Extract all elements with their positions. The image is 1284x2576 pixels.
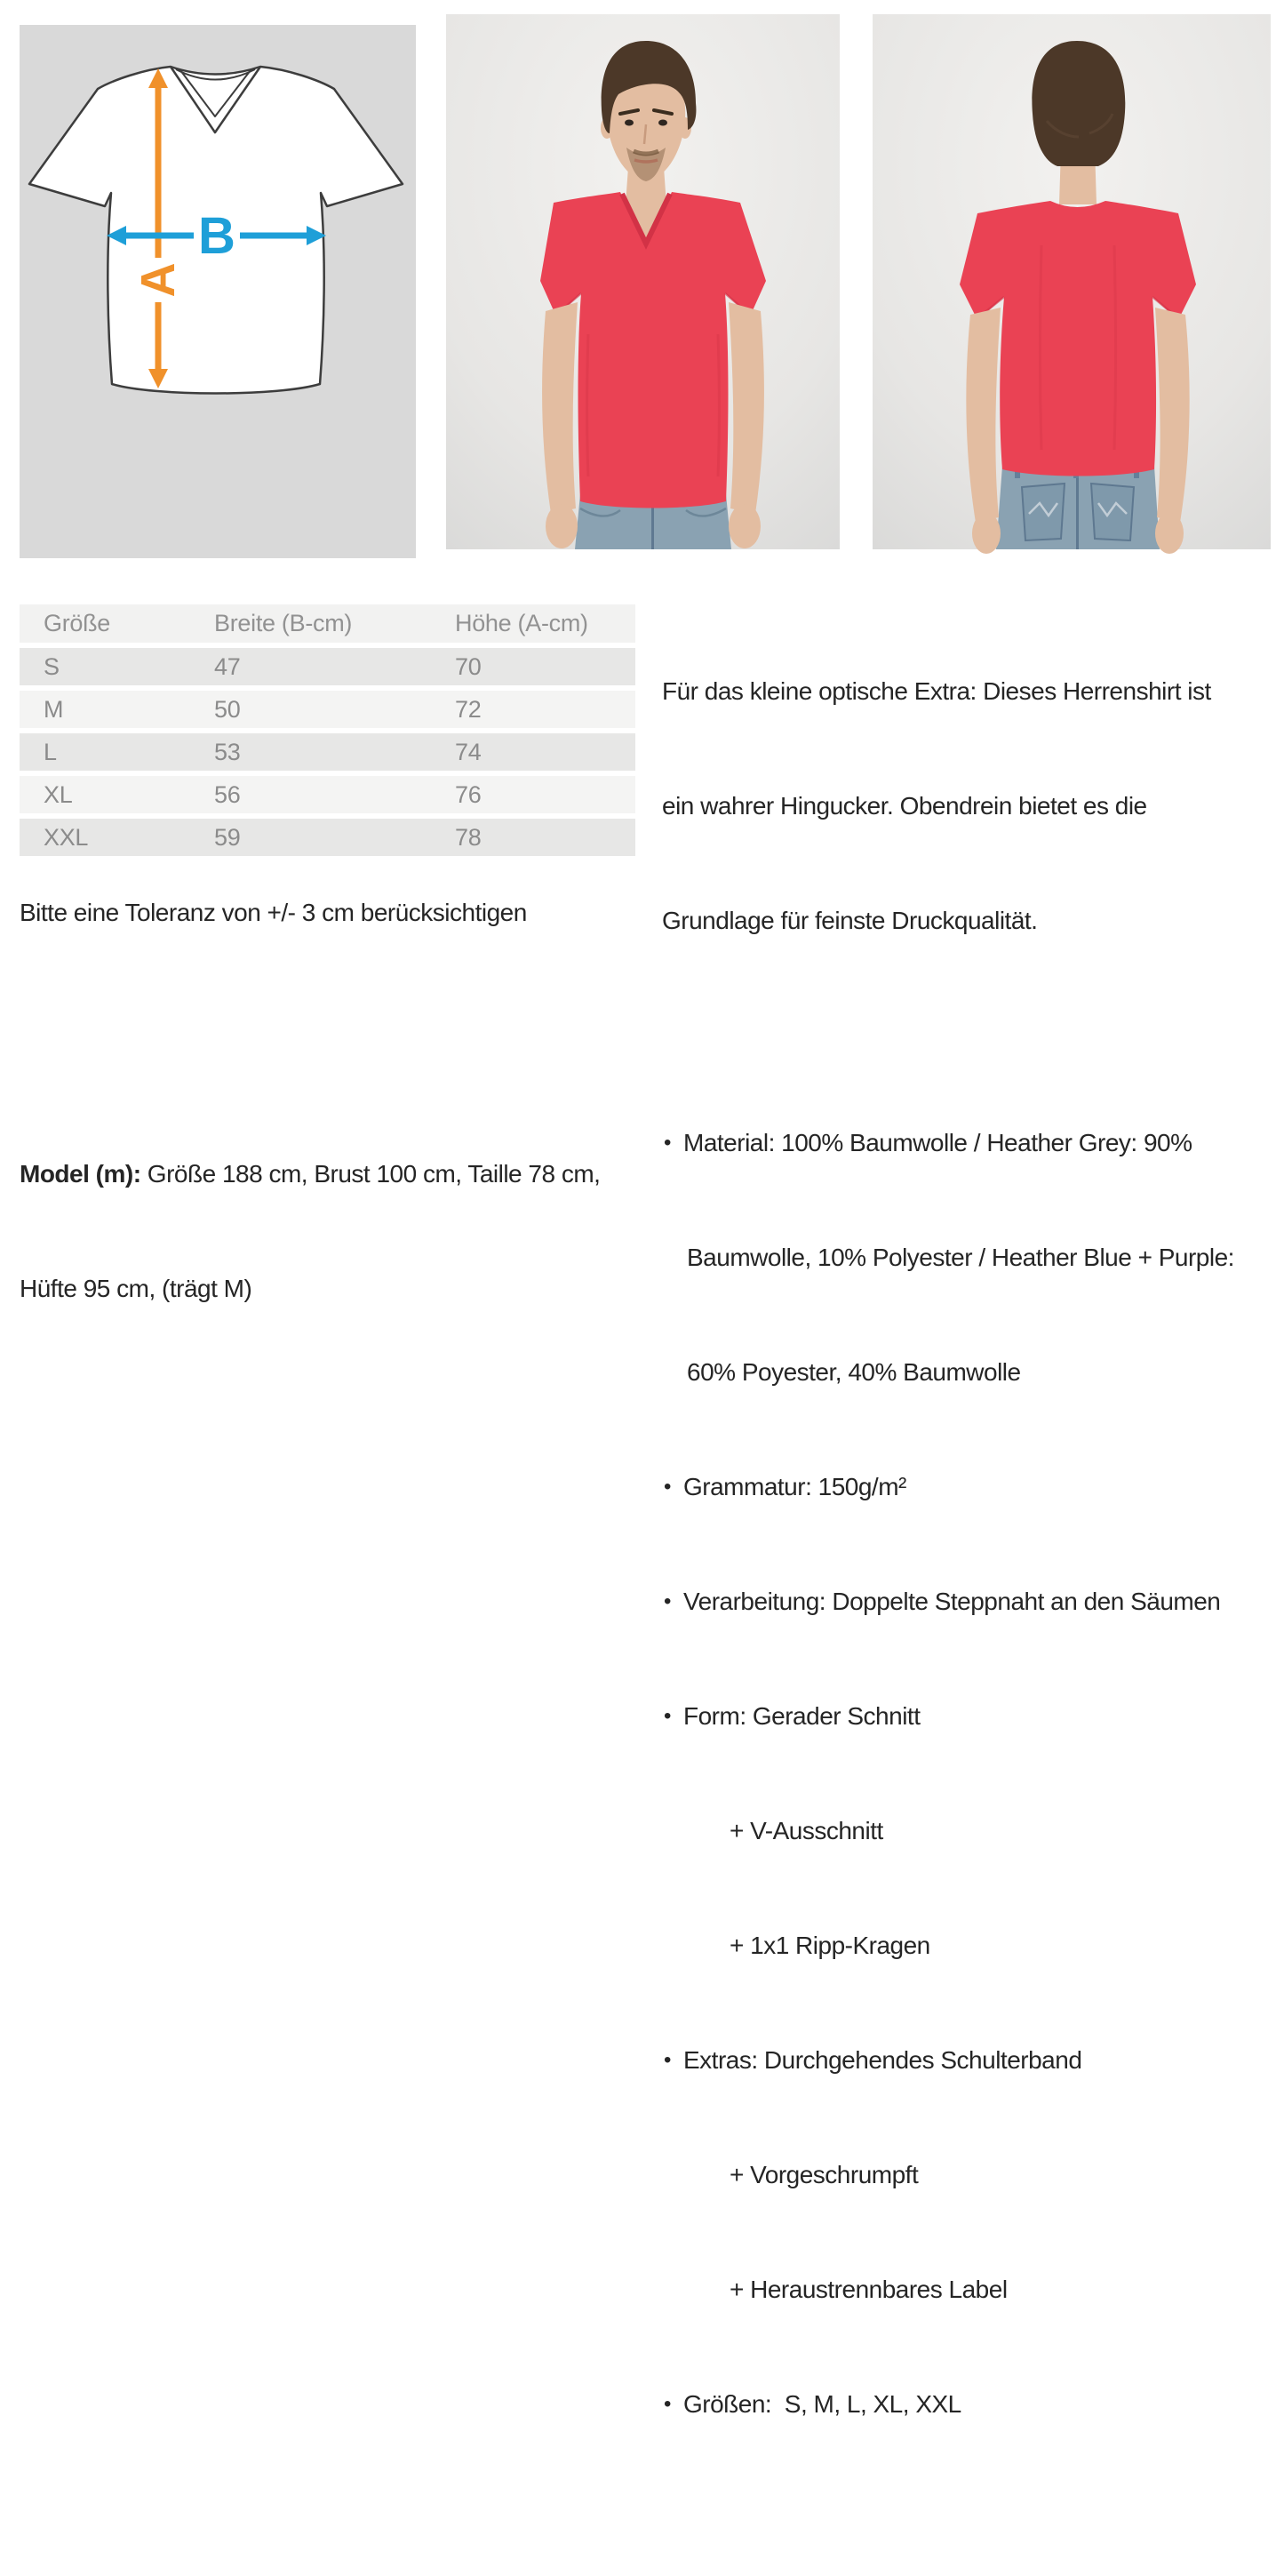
width-cell: 53 — [214, 738, 241, 765]
feature-material-cont: 60% Poyester, 40% Baumwolle — [687, 1358, 1021, 1386]
model-measurements-note — [20, 1078, 642, 1384]
feature-extras: • Extras: Durchgehendes Schulterband — [662, 2041, 1284, 2079]
hair-back — [1032, 41, 1125, 166]
feature-verarbeitung: • Verarbeitung: Doppelte Steppnaht an den Säumen — [662, 1582, 1284, 1620]
column-header-height: Höhe (A-cm) — [455, 610, 588, 636]
product-description — [662, 596, 1284, 2576]
feature-material-cont: Baumwolle, 10% Polyester / Heather Blue + Purple: — [687, 1244, 1234, 1271]
bullet-icon: • — [664, 1475, 671, 1499]
right-back-pocket — [1091, 484, 1134, 540]
size-table-header-row — [20, 604, 635, 643]
column-header-width: Breite (B-cm) — [214, 610, 353, 636]
tshirt-measurement-diagram — [20, 25, 416, 558]
feature-material: • Material: 100% Baumwolle / Heather Grey: 90% — [662, 1124, 1284, 1162]
model-back-photo — [873, 14, 1271, 549]
feature-groessen: • Größen: S, M, L, XL, XXL — [662, 2385, 1284, 2423]
height-cell: 70 — [455, 652, 482, 680]
left-eye — [625, 120, 634, 126]
model-back-illustration — [873, 14, 1271, 549]
left-hand — [972, 513, 1001, 554]
model-front-illustration — [446, 14, 840, 549]
feature-list — [662, 1047, 1284, 2500]
model-note-line2: Hüfte 95 cm, (trägt M) — [20, 1275, 252, 1302]
right-eye — [658, 120, 667, 126]
table-row — [20, 819, 635, 856]
bullet-icon: • — [664, 1589, 671, 1613]
size-cell: L — [44, 738, 57, 765]
model-front-photo — [446, 14, 840, 549]
height-cell: 78 — [455, 823, 482, 851]
width-cell: 47 — [214, 652, 241, 680]
intro-line: ein wahrer Hingucker. Obendrein bietet es die — [662, 792, 1147, 820]
tolerance-note: Bitte eine Toleranz von +/- 3 cm berücksichtigen — [20, 899, 527, 926]
feature-grammatur: • Grammatur: 150g/m² — [662, 1468, 1284, 1506]
model-note-text: Größe 188 cm, Brust 100 cm, Taille 78 cm, — [140, 1160, 601, 1188]
height-cell: 74 — [455, 738, 482, 765]
feature-form: • Form: Gerader Schnitt — [662, 1697, 1284, 1735]
width-label-b: B — [198, 207, 235, 265]
table-row — [20, 648, 635, 685]
model-note-label: Model (m): — [20, 1160, 141, 1188]
size-cell: M — [44, 695, 64, 723]
feature-form-sub: + 1x1 Ripp-Kragen — [730, 1932, 930, 1959]
feature-form-sub: + V-Ausschnitt — [730, 1817, 883, 1844]
left-hand — [546, 504, 578, 548]
size-cell: XXL — [44, 823, 89, 851]
feature-extras-sub: + Heraustrennbares Label — [730, 2276, 1008, 2303]
size-table — [20, 604, 635, 856]
column-header-size: Größe — [44, 610, 111, 636]
size-cell: XL — [44, 780, 73, 808]
width-cell: 50 — [214, 695, 241, 723]
width-cell: 59 — [214, 823, 241, 851]
table-row — [20, 776, 635, 813]
right-hand — [729, 504, 761, 548]
bullet-icon: • — [664, 1704, 671, 1728]
feature-extras-sub: + Vorgeschrumpft — [730, 2161, 919, 2188]
jeans-back — [996, 466, 1160, 549]
height-label-a: A — [132, 262, 185, 298]
height-cell: 76 — [455, 780, 482, 808]
bullet-icon: • — [664, 2392, 671, 2416]
right-hand — [1155, 513, 1184, 554]
bullet-icon: • — [664, 2048, 671, 2072]
size-cell: S — [44, 652, 60, 680]
mouth — [634, 160, 658, 162]
bullet-icon: • — [664, 1131, 671, 1155]
intro-line: Grundlage für feinste Druckqualität. — [662, 907, 1038, 934]
height-cell: 72 — [455, 695, 482, 723]
left-back-pocket — [1022, 484, 1065, 540]
size-diagram-panel — [20, 25, 416, 558]
table-row — [20, 691, 635, 728]
model-note-line1 — [20, 1155, 642, 1193]
table-row — [20, 733, 635, 771]
width-cell: 56 — [214, 780, 241, 808]
intro-line: Für das kleine optische Extra: Dieses Herrenshirt ist — [662, 677, 1211, 705]
